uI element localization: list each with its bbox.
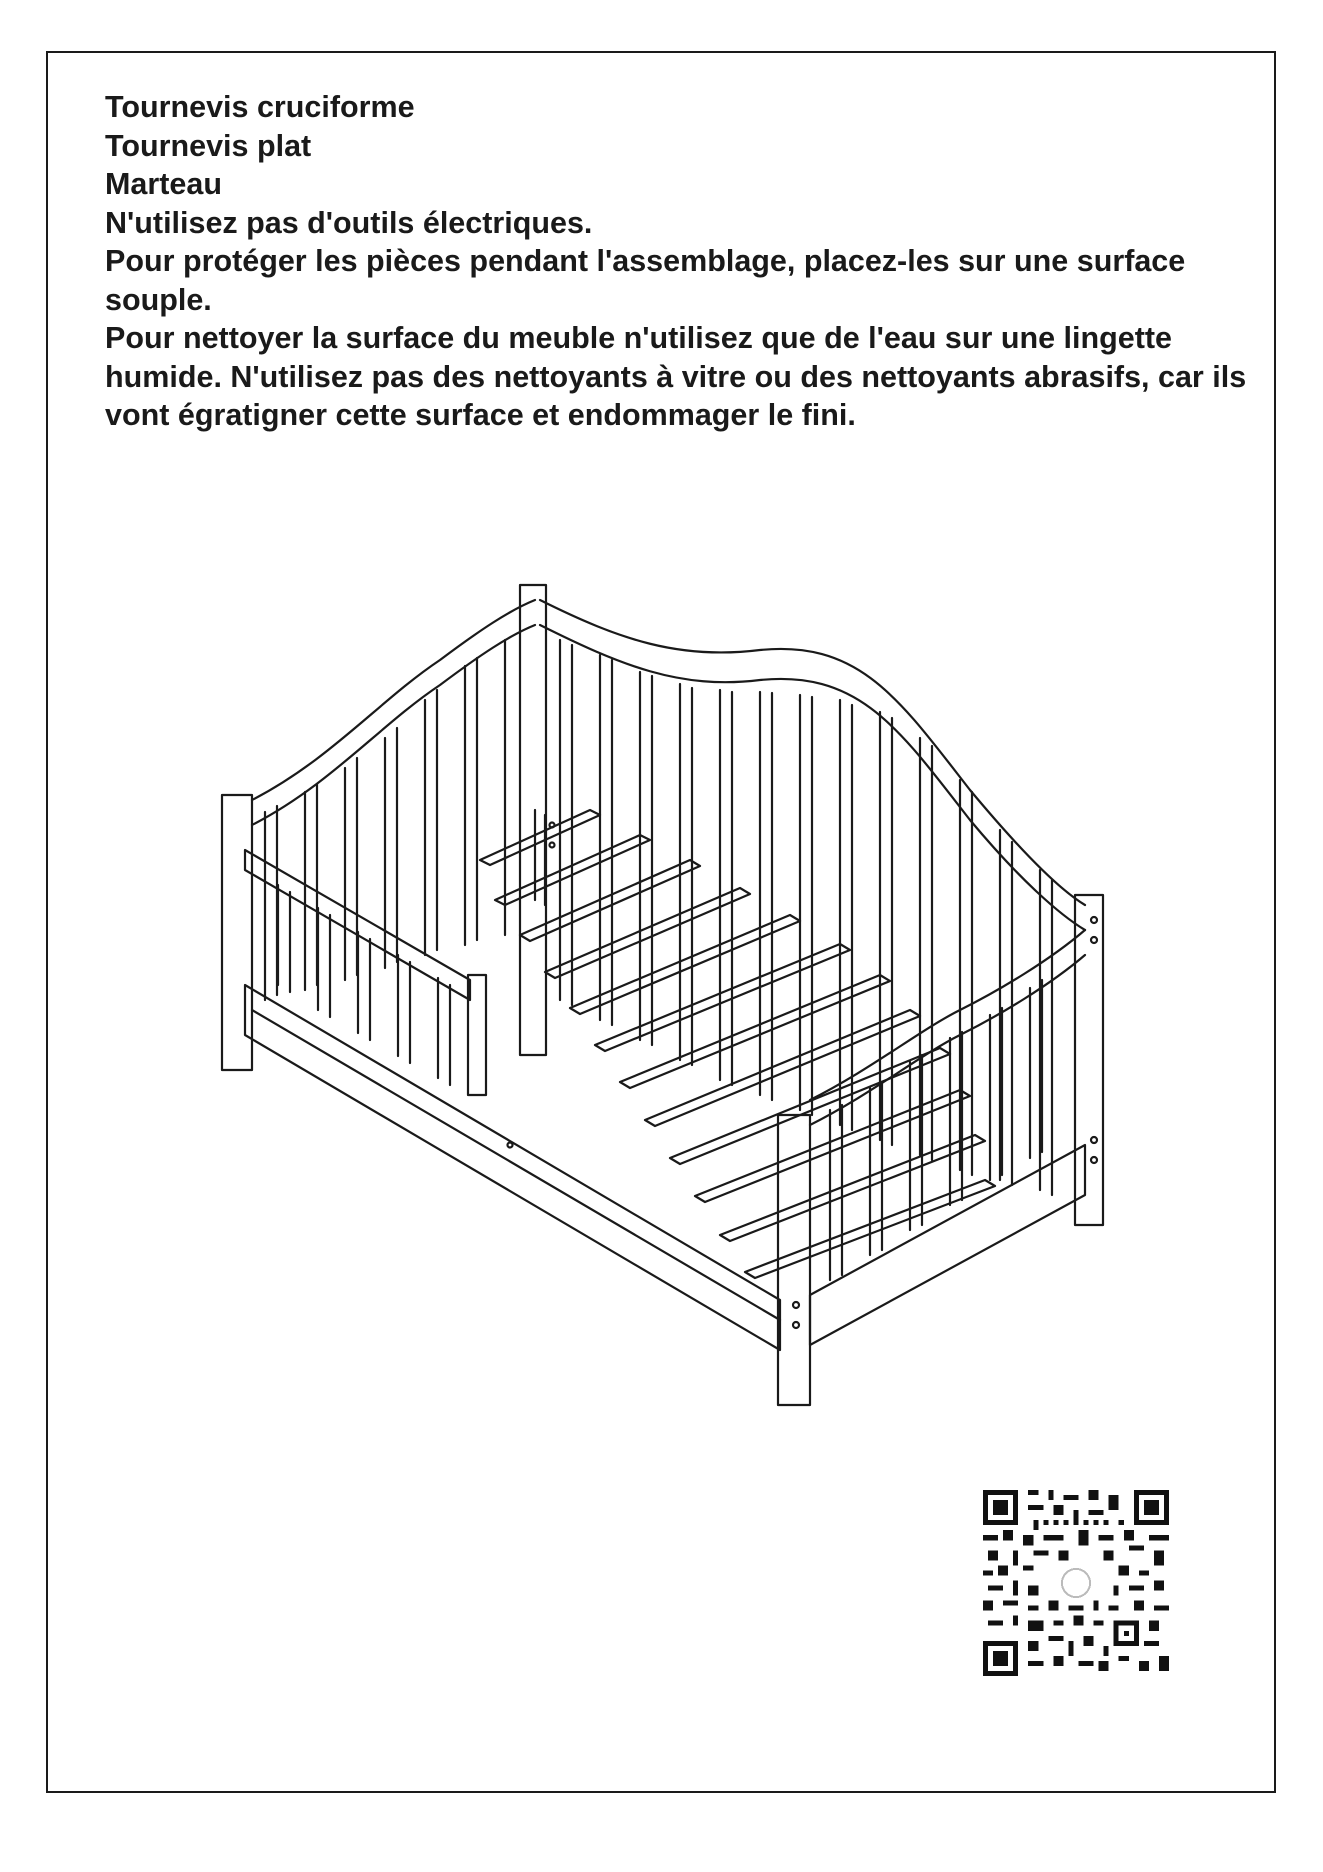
daybed-illustration (200, 570, 1130, 1430)
qr-code-icon (983, 1490, 1169, 1676)
tip-soft-surface: Pour protéger les pièces pendant l'assemblage, placez-les sur une surface souple. (105, 244, 1186, 317)
warning-no-power-tools: N'utilisez pas d'outils électriques. (105, 205, 593, 240)
tool-phillips-screwdriver: Tournevis cruciforme (105, 90, 415, 124)
tool-flat-screwdriver: Tournevis plat (105, 128, 312, 163)
instructions-text (105, 88, 1255, 435)
tip-cleaning: Pour nettoyer la surface du meuble n'utilisez que de l'eau sur une lingette humide. N'utilisez pas des nettoyants à vitre ou des nettoyants abrasifs, car ils vont égratigner cette surface et endommager le fini. (105, 321, 1247, 432)
tool-hammer: Marteau (105, 167, 222, 201)
